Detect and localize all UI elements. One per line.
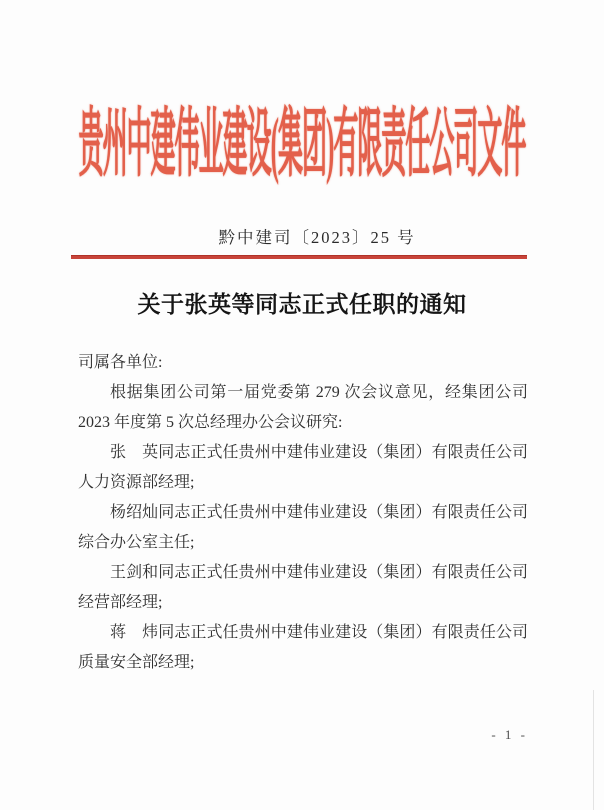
body-paragraph-meeting-basis: 根据集团公司第一届党委第 279 次会议意见，经集团公司2023 年度第 5 次总经理办公会议研究: — [78, 384, 528, 431]
salutation: 司属各单位: — [78, 354, 163, 371]
scan-edge-line — [593, 690, 594, 810]
document-title: 关于张英等同志正式任职的通知 — [137, 292, 467, 317]
document-body — [78, 348, 528, 678]
red-letterhead — [0, 102, 604, 187]
body-paragraph-appointment-yangshaocan: 杨绍灿同志正式任贵州中建伟业建设（集团）有限责任公司综合办公室主任; — [78, 504, 528, 551]
red-divider-line — [71, 255, 527, 259]
body-paragraph-appointment-wangjianhe: 王剑和同志正式任贵州中建伟业建设（集团）有限责任公司经营部经理; — [78, 564, 528, 611]
body-paragraph-appointment-zhangying: 张 英同志正式任贵州中建伟业建设（集团）有限责任公司人力资源部经理; — [78, 444, 528, 491]
org-title-text: 贵州中建伟业建设(集团)有限责任公司文件 — [78, 106, 526, 187]
document-number: 黔中建司〔2023〕25 号 — [218, 228, 416, 247]
body-paragraph-appointment-jiangwei: 蒋 炜同志正式任贵州中建伟业建设（集团）有限责任公司质量安全部经理; — [78, 624, 528, 671]
page-number: - 1 - — [491, 727, 528, 742]
